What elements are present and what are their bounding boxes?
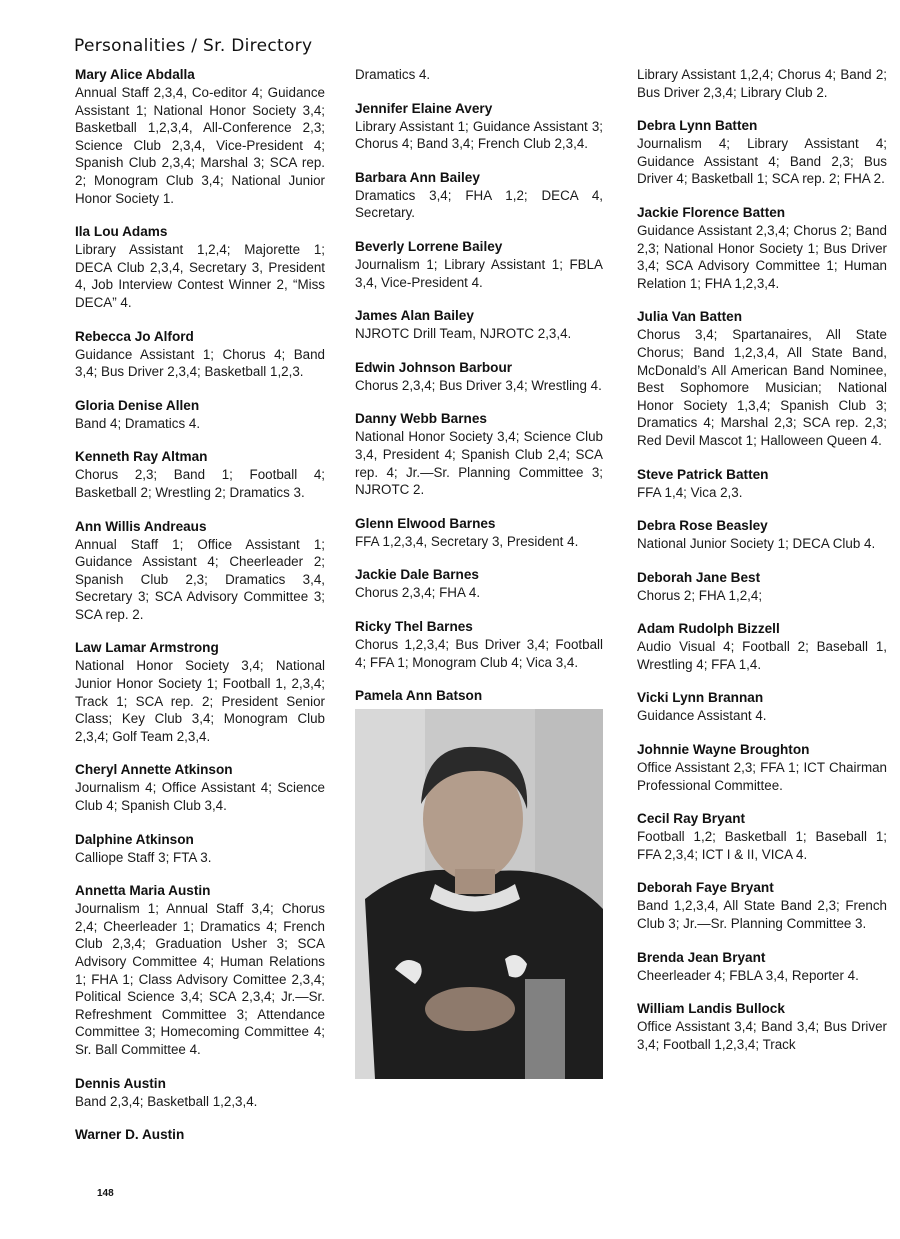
student-activities: Library Assistant 1; Guidance Assistant 3; Chorus 4; Band 3,4; French Club 2,3,4. <box>355 118 603 152</box>
student-name: Mary Alice Abdalla <box>75 67 195 82</box>
student-name: Adam Rudolph Bizzell <box>637 621 780 637</box>
directory-entry <box>355 307 603 343</box>
student-name: Ila Lou Adams <box>75 224 168 240</box>
student-activities: Journalism 1; Library Assistant 1; FBLA 3,4, Vice-President 4. <box>355 256 603 290</box>
student-activities: Football 1,2; Basketball 1; Baseball 1; FFA 2,3,4; ICT I & II, VICA 4. <box>637 829 887 862</box>
student-name: Jackie Florence Batten <box>637 204 786 220</box>
student-activities: Chorus 2; FHA 1,2,4; <box>637 587 763 603</box>
student-activities: National Junior Society 1; DECA Club 4. <box>637 536 876 552</box>
directory-entry <box>355 238 603 291</box>
directory-entry <box>355 618 603 671</box>
student-name: Deborah Faye Bryant <box>637 880 774 896</box>
directory-entry <box>637 879 887 932</box>
directory-column-1 <box>75 66 325 1160</box>
student-name: Vicki Lynn Brannan <box>637 690 764 706</box>
continued-text: Library Assistant 1,2,4; Chorus 4; Band 2; Bus Driver 2,3,4; Library Club 2. <box>637 67 887 100</box>
directory-column-2 <box>355 66 603 1079</box>
student-activities: Chorus 1,2,3,4; Bus Driver 3,4; Football 4; FFA 1; Monogram Club 4; Vica 3,4. <box>355 636 603 670</box>
student-name: Pamela Ann Batson <box>355 688 483 704</box>
student-activities: Chorus 2,3,4; Bus Driver 3,4; Wrestling 4. <box>355 377 602 393</box>
student-activities: Guidance Assistant 1; Chorus 4; Band 3,4; Bus Driver 2,3,4; Basketball 1,2,3. <box>75 346 325 380</box>
student-activities: Annual Staff 2,3,4, Co-editor 4; Guidance Assistant 1; National Honor Society 3,4; Basketball 1,2,3,4, All-Conference 2,3; Science Club 2,3,4, Vice-President 4; Spanish Club 2,3,4; Marshal 3; SCA rep. 2; Monogram Club 3,4; National Junior Honor Society 1. <box>75 85 325 206</box>
student-photo <box>355 709 603 1079</box>
student-activities: Band 2,3,4; Basketball 1,2,3,4. <box>75 1093 258 1109</box>
student-name: Cecil Ray Bryant <box>637 811 746 827</box>
student-name: Warner D. Austin <box>75 1127 185 1143</box>
directory-entry <box>75 66 325 207</box>
student-activities: Dramatics 3,4; FHA 1,2; DECA 4, Secretary. <box>355 187 603 221</box>
directory-entry <box>75 639 325 745</box>
student-name: Debra Lynn Batten <box>637 118 758 134</box>
student-name: Dennis Austin <box>75 1075 166 1091</box>
directory-entry <box>75 328 325 381</box>
student-name: Johnnie Wayne Broughton <box>637 742 810 758</box>
student-name: Steve Patrick Batten <box>637 466 769 482</box>
student-name: William Landis Bullock <box>637 1001 785 1017</box>
directory-entry <box>355 687 603 705</box>
student-activities: Office Assistant 3,4; Band 3,4; Bus Driver 3,4; Football 1,2,3,4; Track <box>637 1019 887 1052</box>
student-activities: Guidance Assistant 2,3,4; Chorus 2; Band 2,3; National Honor Society 1; Bus Driver 3,4; SCA Advisory Committee 1; Human Relation 1; FHA 1,2,3,4. <box>637 222 887 291</box>
directory-entry <box>637 1000 887 1053</box>
directory-entry <box>355 410 603 498</box>
directory-entry <box>637 949 887 985</box>
directory-entry <box>75 223 325 311</box>
student-name: Ann Willis Andreaus <box>75 518 207 534</box>
directory-entry <box>75 1126 325 1144</box>
student-name: Danny Webb Barnes <box>355 411 487 427</box>
directory-entry <box>75 882 325 1058</box>
student-activities: Journalism 1; Annual Staff 3,4; Chorus 2,4; Cheerleader 1; Dramatics 4; French Club 2,3,4; Graduation Usher 3; SCA Advisory Committee 4; Human Relations 1; FHA 1; Class Advisory Comittee 2,3,4; Political Science 3,4; SCA 2,3,4; Jr.—Sr. Refreshment Committee 3; Attendance Committee 3; Homecoming Committee 4; Sr. Ball Committee 4. <box>75 901 325 1057</box>
directory-entry <box>355 515 603 551</box>
student-activities: Annual Staff 1; Office Assistant 1; Guidance Assistant 4; Cheerleader 2; Spanish Club 2,3; Dramatics 3,4, Secretary 3; SCA Advisory Committee 3; SCA rep. 2. <box>75 536 325 622</box>
student-activities: FFA 1,2,3,4, Secretary 3, President 4. <box>355 533 579 549</box>
student-name: Edwin Johnson Barbour <box>355 359 513 375</box>
directory-entry <box>355 169 603 222</box>
directory-entry <box>637 620 887 673</box>
student-activities: Chorus 2,3,4; FHA 4. <box>355 585 481 601</box>
student-name: Jackie Dale Barnes <box>355 567 479 583</box>
student-activities: National Honor Society 3,4; Science Club 3,4, President 4; Spanish Club 2,4; SCA rep. 4; Jr.—Sr. Planning Committee 3; NJROTC 2. <box>355 429 603 498</box>
directory-entry <box>355 359 603 395</box>
student-activities: National Honor Society 3,4; National Junior Honor Society 1; Football 1, 2,3,4; Track 1; SCA rep. 2; President Senior Class; Key Club 3,4; Monogram Club 2,3,4; Golf Team 2,3,4. <box>75 658 325 744</box>
student-activities: Office Assistant 2,3; FFA 1; ICT Chairman Professional Committee. <box>637 760 887 793</box>
directory-entry <box>75 761 325 814</box>
student-activities: Audio Visual 4; Football 2; Baseball 1, Wrestling 4; FFA 1,4. <box>637 639 887 672</box>
directory-entry <box>75 831 325 867</box>
directory-column-3 <box>637 66 887 1069</box>
student-name: Brenda Jean Bryant <box>637 949 766 965</box>
directory-entry <box>637 466 887 502</box>
directory-entry <box>75 518 325 624</box>
student-activities: Guidance Assistant 4. <box>637 708 767 724</box>
student-name: Dalphine Atkinson <box>75 831 194 847</box>
directory-entry <box>637 810 887 863</box>
student-activities: FFA 1,4; Vica 2,3. <box>637 484 743 500</box>
student-activities: Chorus 3,4; Spartanaires, All State Chorus; Band 1,2,3,4, All State Band, McDonald’s All American Band Nominee, Best Sophomore Musician; National Honor Society 1,3,4; Spanish Club 3; Dramatics 4; Marshal 2,3; SCA rep. 2,3; Red Devil Mascot 1; Halloween Queen 4. <box>637 327 887 448</box>
directory-entry <box>637 308 887 449</box>
student-name: James Alan Bailey <box>355 308 474 324</box>
student-name: Deborah Jane Best <box>637 569 761 585</box>
student-activities: Chorus 2,3; Band 1; Football 4; Basketball 2; Wrestling 2; Dramatics 3. <box>75 467 325 500</box>
directory-entry <box>637 204 887 292</box>
directory-entry <box>637 741 887 794</box>
directory-entry <box>355 100 603 153</box>
student-activities: Band 1,2,3,4, All State Band 2,3; French Club 3; Jr.—Sr. Planning Committee 3. <box>637 898 887 932</box>
directory-entry <box>75 1075 325 1111</box>
student-name: Debra Rose Beasley <box>637 518 768 534</box>
student-activities: Journalism 4; Office Assistant 4; Science Club 4; Spanish Club 3,4. <box>75 780 325 814</box>
page-title: Personalities / Sr. Directory <box>74 36 313 56</box>
student-name: Ricky Thel Barnes <box>355 618 473 634</box>
page-number: 148 <box>97 1188 114 1199</box>
student-name: Rebecca Jo Alford <box>75 328 194 344</box>
directory-entry <box>355 566 603 602</box>
student-activities: Library Assistant 1,2,4; Majorette 1; DECA Club 2,3,4, Secretary 3, President 4, Job Interview Contest Winner 2, “Miss DECA” 4. <box>75 242 325 310</box>
student-name: Gloria Denise Allen <box>75 397 200 413</box>
student-name: Glenn Elwood Barnes <box>355 515 496 531</box>
directory-entry <box>637 517 887 553</box>
student-activities: NJROTC Drill Team, NJROTC 2,3,4. <box>355 326 572 342</box>
student-name: Annetta Maria Austin <box>75 883 211 899</box>
student-activities: Journalism 4; Library Assistant 4; Guidance Assistant 4; Band 2,3; Bus Driver 4; Basketball 1; SCA rep. 2; FHA 2. <box>637 136 887 187</box>
directory-entry <box>75 448 325 501</box>
student-name: Julia Van Batten <box>637 309 743 325</box>
student-activities: Band 4; Dramatics 4. <box>75 415 201 431</box>
directory-entry <box>637 117 887 188</box>
student-activities: Cheerleader 4; FBLA 3,4, Reporter 4. <box>637 967 859 983</box>
student-activities: Calliope Staff 3; FTA 3. <box>75 849 212 865</box>
student-name: Cheryl Annette Atkinson <box>75 762 233 778</box>
student-name: Jennifer Elaine Avery <box>355 100 493 116</box>
continued-text: Dramatics 4. <box>355 67 431 82</box>
student-name: Law Lamar Armstrong <box>75 640 219 656</box>
directory-entry <box>637 689 887 725</box>
directory-entry <box>637 569 887 605</box>
directory-entry <box>75 397 325 433</box>
student-name: Beverly Lorrene Bailey <box>355 238 503 254</box>
student-name: Kenneth Ray Altman <box>75 449 208 465</box>
student-name: Barbara Ann Bailey <box>355 169 480 185</box>
